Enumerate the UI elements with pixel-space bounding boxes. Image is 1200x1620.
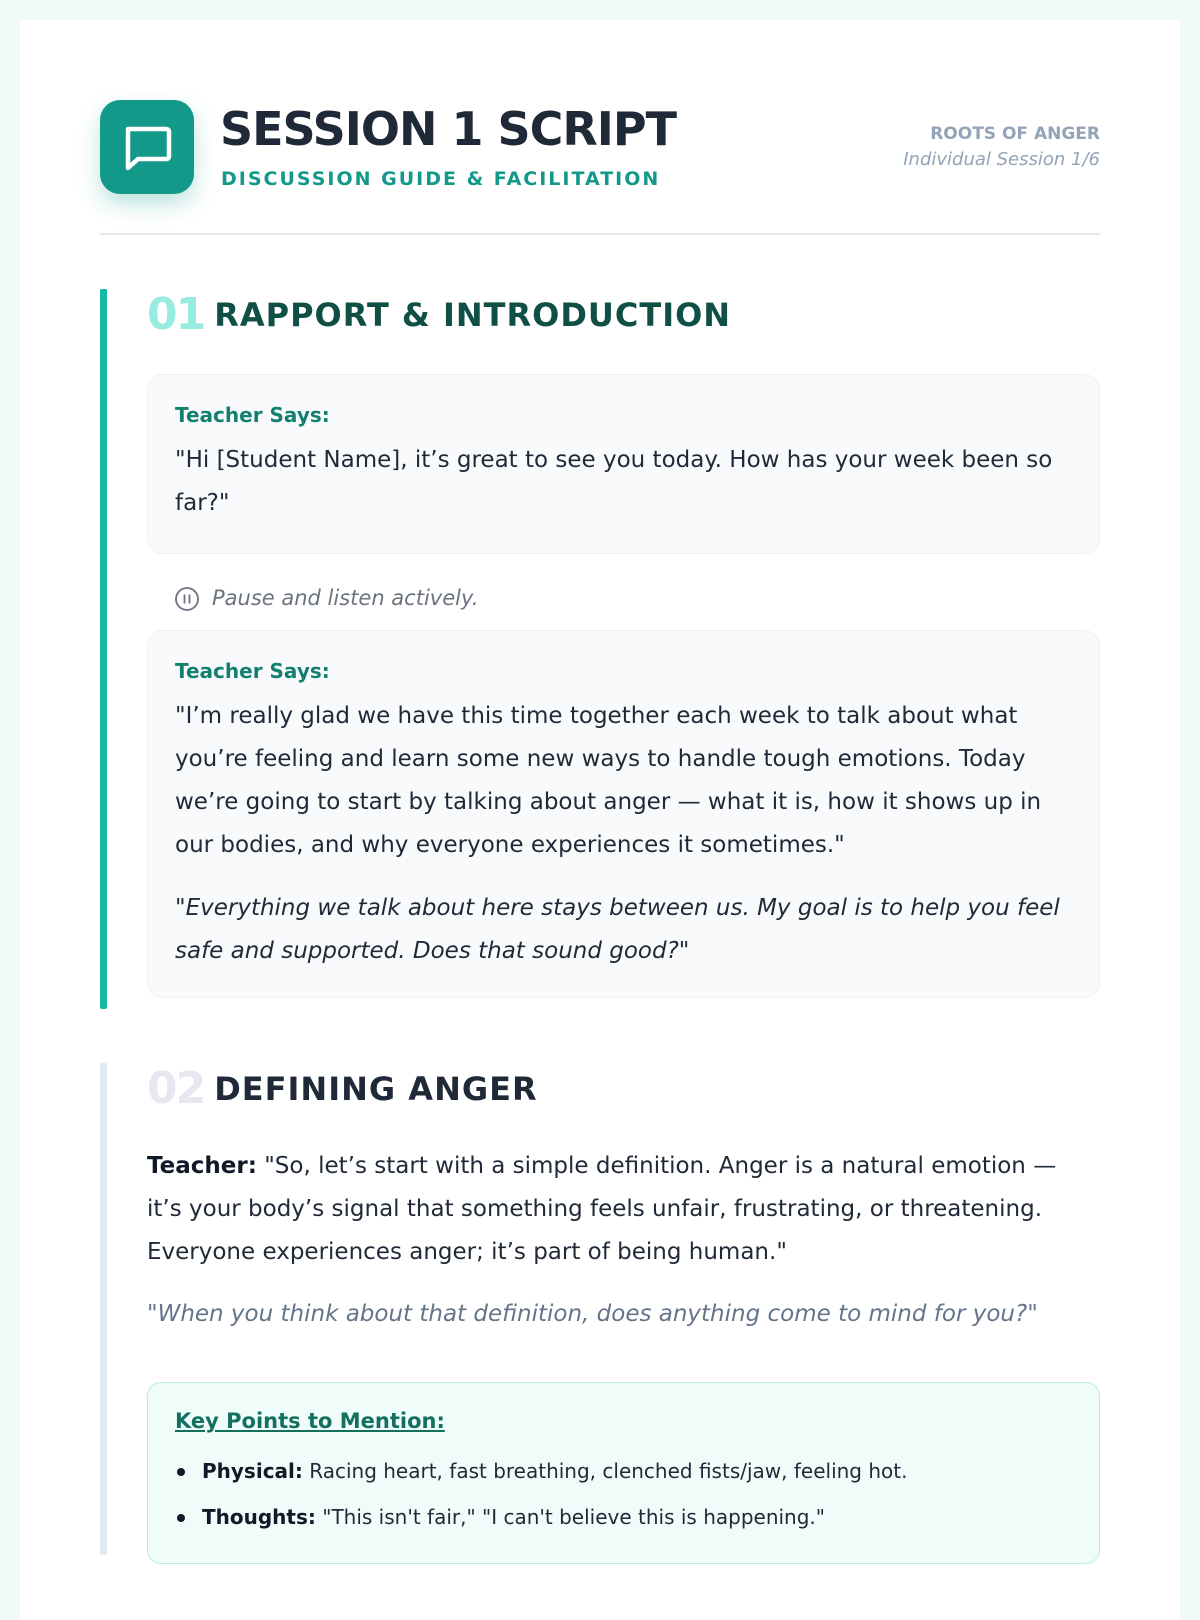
logo <box>100 100 194 194</box>
teacher-label: Teacher: <box>147 1153 257 1179</box>
teacher-quote: "I’m really glad we have this time together each week to talk about what you’re feeling and learn some new ways to handle tough emotions. Today we’re going to start by talking about anger — what it is, how it shows up in our bodies, and why everyone experiences it sometimes." <box>175 703 1042 858</box>
key-points-title: Key Points to Mention: <box>175 1409 445 1433</box>
pause-icon <box>174 586 200 612</box>
key-points-list <box>175 1451 907 1543</box>
teacher-text: "So, let’s start with a simple definition. Anger is a natural emotion — it’s your body’s signal that something feels unfair, frustrating, or threatening. Everyone experiences anger; it’s part of being human." <box>147 1153 1057 1265</box>
section-defining-anger <box>100 1063 1100 1555</box>
page-subtitle: DISCUSSION GUIDE & FACILITATION <box>221 168 661 190</box>
key-point-label: Thoughts: <box>202 1505 316 1529</box>
section-accent-bar <box>100 289 107 1009</box>
key-point-text: "This isn't fair," "I can't believe this is happening." <box>322 1505 825 1529</box>
teacher-quote: "Hi [Student Name], it’s great to see you today. How has your week been so far?" <box>175 447 1053 516</box>
pause-text: Pause and listen actively. <box>212 586 479 610</box>
confidentiality-quote: "Everything we talk about here stays between us. My goal is to help you feel safe and supported. Does that sound good?" <box>175 895 1060 964</box>
section-number: 02 <box>147 1063 205 1114</box>
teacher-says-label: Teacher Says: <box>175 403 330 427</box>
teacher-says-card <box>147 374 1100 554</box>
session-meta <box>903 124 1100 170</box>
key-point-text: Racing heart, fast breathing, clenched fists/jaw, feeling hot. <box>309 1459 908 1483</box>
page <box>20 20 1180 1620</box>
list-item <box>175 1497 907 1543</box>
section-heading <box>147 289 731 349</box>
teacher-says-label: Teacher Says: <box>175 659 330 683</box>
reflection-prompt: "When you think about that definition, does anything come to mind for you?" <box>147 1301 1038 1327</box>
section-title: DEFINING ANGER <box>214 1069 538 1108</box>
program-name: ROOTS OF ANGER <box>930 124 1100 144</box>
header <box>100 100 1100 230</box>
section-rapport <box>100 289 1100 1009</box>
teacher-statement <box>147 1145 1087 1274</box>
session-label: Individual Session 1/6 <box>903 149 1100 170</box>
page-title: SESSION 1 SCRIPT <box>220 102 677 156</box>
header-divider <box>100 233 1100 235</box>
section-accent-bar <box>100 1063 107 1555</box>
key-points-box <box>147 1382 1100 1564</box>
teacher-says-card <box>147 630 1100 998</box>
chat-bubble-icon <box>121 122 173 174</box>
key-point-label: Physical: <box>202 1459 303 1483</box>
section-heading <box>147 1063 538 1123</box>
section-number: 01 <box>147 289 205 340</box>
section-title: RAPPORT & INTRODUCTION <box>214 295 732 334</box>
list-item <box>175 1451 907 1497</box>
